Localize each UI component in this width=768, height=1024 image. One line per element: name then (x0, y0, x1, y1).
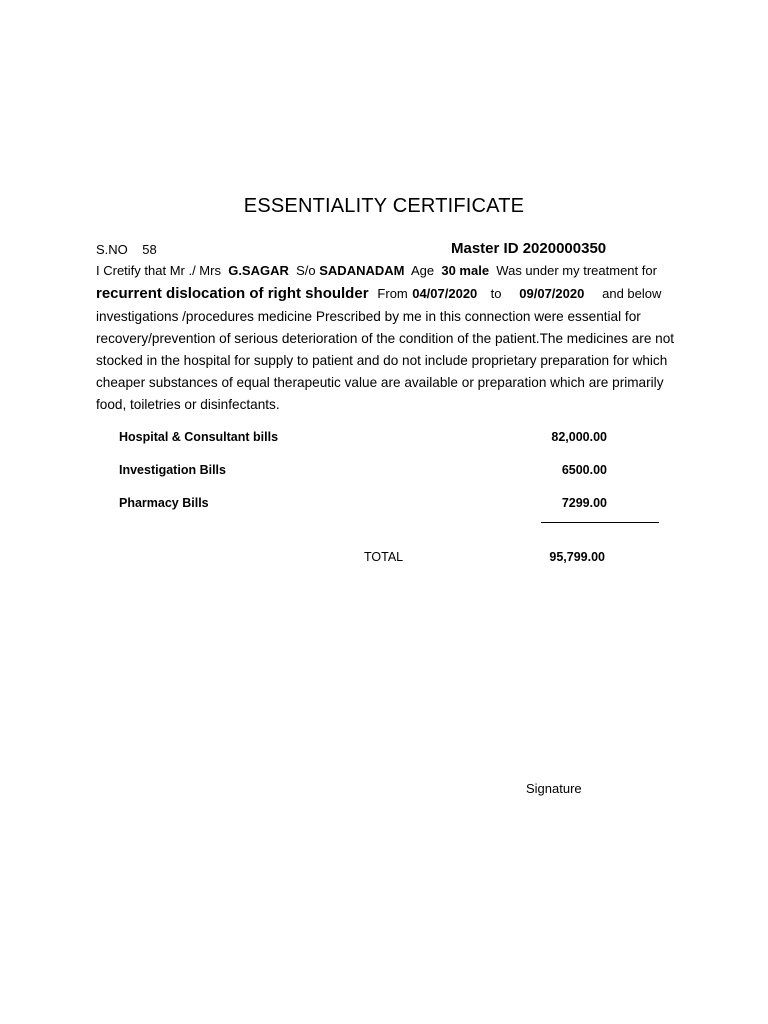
serial-number-label: S.NO (96, 242, 128, 257)
signature-label: Signature (526, 781, 582, 796)
serial-number-value: 58 (142, 242, 157, 257)
bill-label-hospital: Hospital & Consultant bills (119, 430, 279, 444)
to-date: 09/07/2020 (519, 286, 585, 301)
patient-name: G.SAGAR (228, 263, 289, 278)
serial-number (96, 242, 157, 257)
diagnosis-line (96, 285, 661, 303)
total-label: TOTAL (364, 550, 404, 564)
bill-label-investigation: Investigation Bills (119, 463, 226, 477)
son-of-label: S/o (296, 263, 316, 278)
bill-amount-pharmacy: 7299.00 (561, 496, 607, 510)
and-below: and below (602, 286, 662, 301)
treatment-suffix: Was under my treatment for (496, 263, 657, 278)
diagnosis: recurrent dislocation of right shoulder (96, 285, 369, 302)
to-label: to (490, 286, 502, 301)
certificate-title: ESSENTIALITY CERTIFICATE (243, 195, 525, 217)
bill-amount-investigation: 6500.00 (561, 463, 607, 477)
total-separator-line (541, 522, 659, 523)
bill-amount-hospital: 82,000.00 (551, 430, 607, 444)
total-amount: 95,799.00 (549, 550, 605, 564)
bill-label-pharmacy: Pharmacy Bills (119, 496, 209, 510)
age-label: Age (410, 263, 435, 278)
patient-line (96, 263, 657, 278)
master-id-value: 2020000350 (522, 240, 607, 257)
certificate-paragraph: investigations /procedures medicine Prescribed by me in this connection were essential for recovery/prevention of serious deterioration of the condition of the patient.The medicines are not stocked in the hospital for supply to patient and do not include proprietary preparation for which cheaper substances of equal therapeutic value are available or preparation which are primarily food, toiletries or disinfectants. (96, 309, 675, 412)
certify-prefix: I Cretify that Mr ./ Mrs (96, 263, 221, 278)
from-label: From (377, 286, 408, 301)
patient-age: 30 male (441, 263, 490, 278)
father-name: SADANADAM (319, 263, 405, 278)
master-id-label: Master ID (451, 240, 519, 257)
master-id (451, 240, 606, 257)
from-date: 04/07/2020 (412, 286, 478, 301)
